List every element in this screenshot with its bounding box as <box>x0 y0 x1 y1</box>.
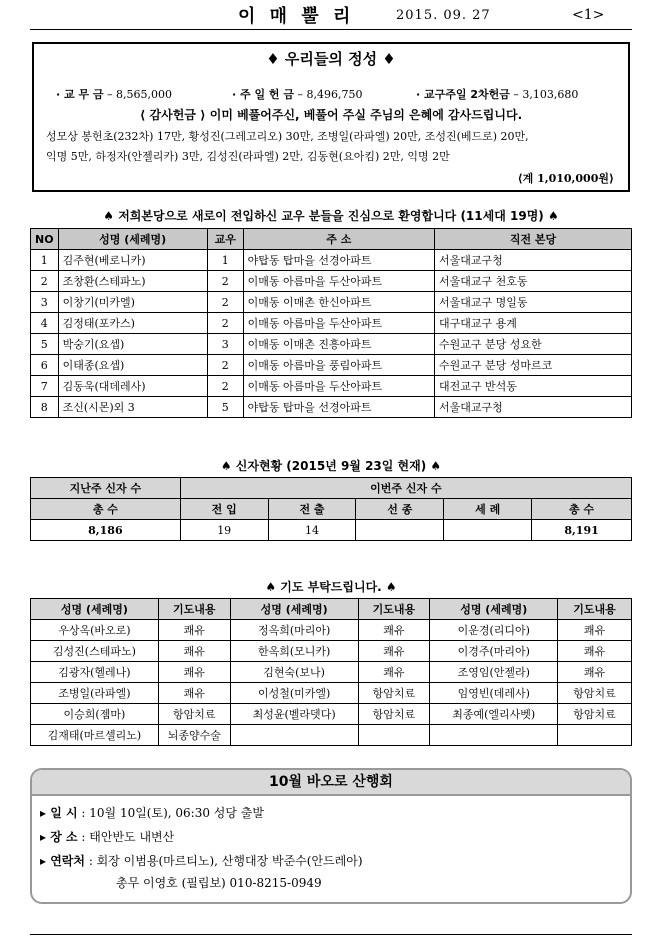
table-cell: 임영빈(데레사) <box>430 683 558 704</box>
table-header-row <box>31 599 632 620</box>
table-cell: 수원교구 분당 성마르코 <box>435 355 632 376</box>
table-cell: 야탑동 탑마을 선경아파트 <box>243 250 434 271</box>
table-cell: 2 <box>207 355 243 376</box>
page-header <box>30 2 632 28</box>
table-cell <box>558 725 632 746</box>
table-row <box>31 620 632 641</box>
bulletin-date: 2015. 09. 27 <box>396 8 491 23</box>
hiking-line: ▸ 일 시 : 10월 10일(토), 06:30 성당 출발 <box>40 806 264 820</box>
table-cell: 조병일(라파엘) <box>31 683 159 704</box>
table-cell: 이매동 이매촌 한신아파트 <box>243 292 434 313</box>
this-week-header: 이번주 신자 수 <box>180 478 631 499</box>
table-row <box>31 641 632 662</box>
thanks-line: 성모상 봉헌초(232차) 17만, 황성진(그레고리오) 30만, 조병일(라파엘) 20만, 조성진(베드로) 20만, <box>46 130 529 143</box>
footer-divider <box>30 934 632 935</box>
table-cell: 2 <box>207 271 243 292</box>
newcomers-table <box>30 228 632 418</box>
table-cell: 5 <box>207 397 243 418</box>
thanks-line: 익명 5만, 하정자(안젤리카) 3만, 김성진(라파엘) 2만, 김동현(요아킴) 2만, 익명 2만 <box>46 150 450 163</box>
transfer-out-header: 전 출 <box>268 499 356 520</box>
table-cell: 5 <box>31 334 59 355</box>
last-week-header: 지난주 신자 수 <box>31 478 181 499</box>
table-cell: 쾌유 <box>558 641 632 662</box>
table-row <box>31 271 632 292</box>
page-number: <1> <box>572 7 605 23</box>
hiking-line: ▸ 연락처 : 회장 이범용(마르티노), 산행대장 박준수(안드레아) <box>40 854 363 868</box>
table-cell: 쾌유 <box>158 620 230 641</box>
table-cell: 7 <box>31 376 59 397</box>
table-cell: 8 <box>31 397 59 418</box>
table-row <box>31 520 632 541</box>
table-cell: 항암치료 <box>558 683 632 704</box>
table-cell: 최성윤(벨라뎃다) <box>230 704 358 725</box>
table-cell: 이운경(리디아) <box>430 620 558 641</box>
table-row <box>31 292 632 313</box>
table-header-row <box>31 478 632 499</box>
table-header-row <box>31 229 632 250</box>
offering-item: · 주 일 헌 금 – 8,496,750 <box>232 88 363 101</box>
column-header: 성명 (세례명) <box>230 599 358 620</box>
this-total-value: 8,191 <box>532 520 632 541</box>
offering-item: · 교구주일 2차헌금 – 3,103,680 <box>416 88 579 101</box>
table-cell: 김재태(마르셀리노) <box>31 725 159 746</box>
table-cell: 이창기(미카엘) <box>58 292 207 313</box>
table-row <box>31 683 632 704</box>
table-cell: 서울대교구 명일동 <box>435 292 632 313</box>
table-cell: 이경주(마리아) <box>430 641 558 662</box>
table-cell: 김동욱(대데레사) <box>58 376 207 397</box>
newcomers-title: ♠ 저희본당으로 새로이 전입하신 교우 분들을 진심으로 환영합니다 (11세대 19명) ♠ <box>103 209 559 223</box>
table-cell: 쾌유 <box>158 662 230 683</box>
hiking-line: 총무 이영호 (필립보) 010-8215-0949 <box>116 876 322 890</box>
table-cell: 서울대교구청 <box>435 250 632 271</box>
table-cell: 항암치료 <box>558 704 632 725</box>
table-row <box>31 704 632 725</box>
thanks-total: ⟨계 1,010,000원⟩ <box>517 172 614 185</box>
table-cell: 쾌유 <box>358 662 430 683</box>
table-cell: 쾌유 <box>358 620 430 641</box>
hiking-line: ▸ 장 소 : 태안반도 내변산 <box>40 830 175 844</box>
column-header: NO <box>31 229 59 250</box>
baptism-header: 세 례 <box>444 499 532 520</box>
table-cell: 쾌유 <box>158 641 230 662</box>
table-cell: 3 <box>31 292 59 313</box>
table-cell: 우상옥(바오로) <box>31 620 159 641</box>
header-divider <box>30 29 632 30</box>
transfer-in-value: 19 <box>180 520 268 541</box>
table-cell: 뇌종양수술 <box>158 725 230 746</box>
table-cell: 한옥희(모니카) <box>230 641 358 662</box>
table-cell: 항암치료 <box>358 683 430 704</box>
table-cell: 쾌유 <box>558 662 632 683</box>
transfer-out-value: 14 <box>268 520 356 541</box>
table-cell: 박숭기(요셉) <box>58 334 207 355</box>
offering-box <box>32 42 630 192</box>
table-cell <box>430 725 558 746</box>
table-cell <box>230 725 358 746</box>
table-cell: 1 <box>31 250 59 271</box>
table-cell: 3 <box>207 334 243 355</box>
deceased-value <box>356 520 444 541</box>
table-cell: 조영임(안젤라) <box>430 662 558 683</box>
table-cell: 김현숙(보나) <box>230 662 358 683</box>
table-cell: 2 <box>207 376 243 397</box>
table-cell: 김성진(스테파노) <box>31 641 159 662</box>
table-cell: 서울대교구 천호동 <box>435 271 632 292</box>
table-cell: 이태종(요셉) <box>58 355 207 376</box>
table-cell: 김정태(포카스) <box>58 313 207 334</box>
table-cell: 1 <box>207 250 243 271</box>
table-cell: 4 <box>31 313 59 334</box>
table-row <box>31 662 632 683</box>
column-header: 기도내용 <box>358 599 430 620</box>
offering-title: ♦ 우리들의 정성 ♦ <box>266 50 396 68</box>
table-cell: 6 <box>31 355 59 376</box>
table-cell: 이매동 아름마을 두산아파트 <box>243 271 434 292</box>
table-cell: 쾌유 <box>158 683 230 704</box>
bulletin-title: 이 매 뿔 리 <box>238 6 355 27</box>
table-row <box>31 397 632 418</box>
table-cell: 이매동 아름마을 두산아파트 <box>243 313 434 334</box>
thanks-title: ⟨ 감사헌금 ⟩ 이미 베풀어주신, 베풀어 주실 주님의 은혜에 감사드립니다. <box>139 108 523 122</box>
this-total-header: 총 수 <box>532 499 632 520</box>
table-cell: 2 <box>31 271 59 292</box>
table-cell: 이승희(젬마) <box>31 704 159 725</box>
last-total-value: 8,186 <box>31 520 181 541</box>
table-cell: 최종예(엘리사벳) <box>430 704 558 725</box>
table-cell: 이매동 이매촌 진흥아파트 <box>243 334 434 355</box>
column-header: 기도내용 <box>158 599 230 620</box>
column-header: 주 소 <box>243 229 434 250</box>
table-cell: 정옥희(마리아) <box>230 620 358 641</box>
table-cell: 대전교구 반석동 <box>435 376 632 397</box>
column-header: 교우 <box>207 229 243 250</box>
table-cell: 2 <box>207 313 243 334</box>
table-cell: 김주현(베로니카) <box>58 250 207 271</box>
table-cell: 야탑동 탑마을 선경아파트 <box>243 397 434 418</box>
members-table <box>30 477 632 541</box>
table-cell: 조창환(스테파노) <box>58 271 207 292</box>
table-cell <box>358 725 430 746</box>
column-header: 기도내용 <box>558 599 632 620</box>
table-cell: 김광자(헬레나) <box>31 662 159 683</box>
table-cell: 수원교구 분당 성요한 <box>435 334 632 355</box>
table-cell: 2 <box>207 292 243 313</box>
table-cell: 이성철(미카엘) <box>230 683 358 704</box>
table-row <box>31 250 632 271</box>
hiking-box <box>30 768 632 904</box>
column-header: 성명 (세례명) <box>430 599 558 620</box>
table-cell: 이매동 아름마을 두산아파트 <box>243 376 434 397</box>
hiking-title: 10월 바오로 산행회 <box>32 770 630 796</box>
table-row <box>31 313 632 334</box>
table-cell: 항암치료 <box>158 704 230 725</box>
transfer-in-header: 전 입 <box>180 499 268 520</box>
table-cell: 대구대교구 용계 <box>435 313 632 334</box>
table-header-row <box>31 499 632 520</box>
table-cell: 서울대교구청 <box>435 397 632 418</box>
column-header: 직전 본당 <box>435 229 632 250</box>
table-cell: 항암치료 <box>358 704 430 725</box>
baptism-value <box>444 520 532 541</box>
table-cell: 이매동 아름마을 풍림아파트 <box>243 355 434 376</box>
table-cell: 조신(시몬)외 3 <box>58 397 207 418</box>
table-row <box>31 725 632 746</box>
table-cell: 쾌유 <box>558 620 632 641</box>
table-row <box>31 355 632 376</box>
column-header: 성명 (세례명) <box>58 229 207 250</box>
prayer-title: ♠ 기도 부탁드립니다. ♠ <box>265 580 397 594</box>
deceased-header: 선 종 <box>356 499 444 520</box>
last-total-header: 총 수 <box>31 499 181 520</box>
column-header: 성명 (세례명) <box>31 599 159 620</box>
offering-item: · 교 무 금 – 8,565,000 <box>56 88 173 101</box>
prayer-table <box>30 598 632 746</box>
table-row <box>31 334 632 355</box>
table-row <box>31 376 632 397</box>
members-title: ♠ 신자현황 (2015년 9월 23일 현재) ♠ <box>220 459 442 473</box>
table-cell: 쾌유 <box>358 641 430 662</box>
